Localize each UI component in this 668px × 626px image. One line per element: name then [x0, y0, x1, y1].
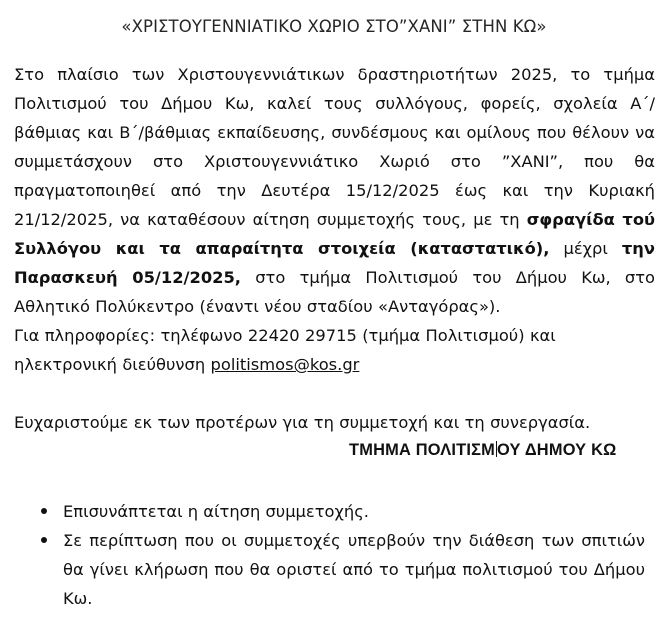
notes-list	[0, 497, 668, 613]
list-item-label: Επισυνάπτεται η αίτηση συμμετοχής.	[63, 502, 369, 521]
paragraph-invitation-run-3: μέχρι	[549, 239, 622, 258]
list-item	[0, 526, 668, 613]
paragraph-invitation	[14, 60, 655, 321]
paragraph-invitation-run-1: Στο πλαίσιο των Χριστουγεννιάτικων δραστηριοτήτων 2025, το τμήμα Πολιτισμού του Δήμου Κω, καλεί τους συλλόγους, φορείς, σχολεία Α΄/βάθμιας και Β΄/βάθμιας εκπαίδευσης, συνδέσμους και ομίλους που θέλουν να συμμετάσχουν στο Χριστουγεννιάτικο Χωριό στο ”ΧΑΝΙ”, που θα πραγματοποιηθεί από την Δευτέρα 15/12/2025 έως και την Κυριακή 21/12/2025, να καταθέσουν αίτηση συμμετοχής τους, με τη	[14, 65, 655, 229]
paragraph-invitation-run-5: στο τμήμα Πολιτισμού του Δήμου Κω, στο Αθλητικό Πολύκεντρο (έναντι νέου σταδίου «Ανταγόρας»).	[14, 268, 656, 316]
paragraph-invitation-bold-deadline: την Παρασκευή 05/12/2025,	[14, 239, 655, 287]
paragraph-invitation-bold-stamp: σφραγίδα τού Συλλόγου και τα απαραίτητα στοιχεία (καταστατικό),	[14, 210, 655, 258]
paragraph-contact-text: Για πληροφορίες: τηλέφωνο 22420 29715 (τμήμα Πολιτισμού) και ηλεκτρονική διεύθυνση	[14, 326, 556, 374]
list-item	[0, 497, 668, 526]
document-body	[14, 60, 655, 437]
paragraph-spacer	[14, 379, 655, 408]
signature-suffix: ΟΥ ΔΗΜΟΥ ΚΩ	[497, 441, 617, 459]
paragraph-thanks: Ευχαριστούμε εκ των προτέρων για τη συμμετοχή και τη συνεργασία.	[14, 413, 591, 432]
email-link[interactable]: politismos@kos.gr	[210, 355, 360, 374]
signature-department	[349, 441, 616, 460]
list-item-label: Σε περίπτωση που οι συμμετοχές υπερβούν την διάθεση των σπιτιών θα γίνει κλήρωση που θα οριστεί από το τμήμα πολιτισμού του Δήμου Κω.	[63, 531, 645, 608]
signature-prefix: ΤΜΗΜΑ ΠΟΛΙΤΙΣΜ	[349, 441, 496, 459]
paragraph-contact	[14, 321, 655, 379]
bullet-dot-icon	[41, 537, 47, 543]
page-title: «ΧΡΙΣΤΟΥΓΕΝΝΙΑΤΙΚΟ ΧΩΡΙΟ ΣΤΟ”ΧΑΝΙ” ΣΤΗΝ ΚΩ»	[121, 17, 547, 36]
bullet-dot-icon	[41, 508, 47, 514]
